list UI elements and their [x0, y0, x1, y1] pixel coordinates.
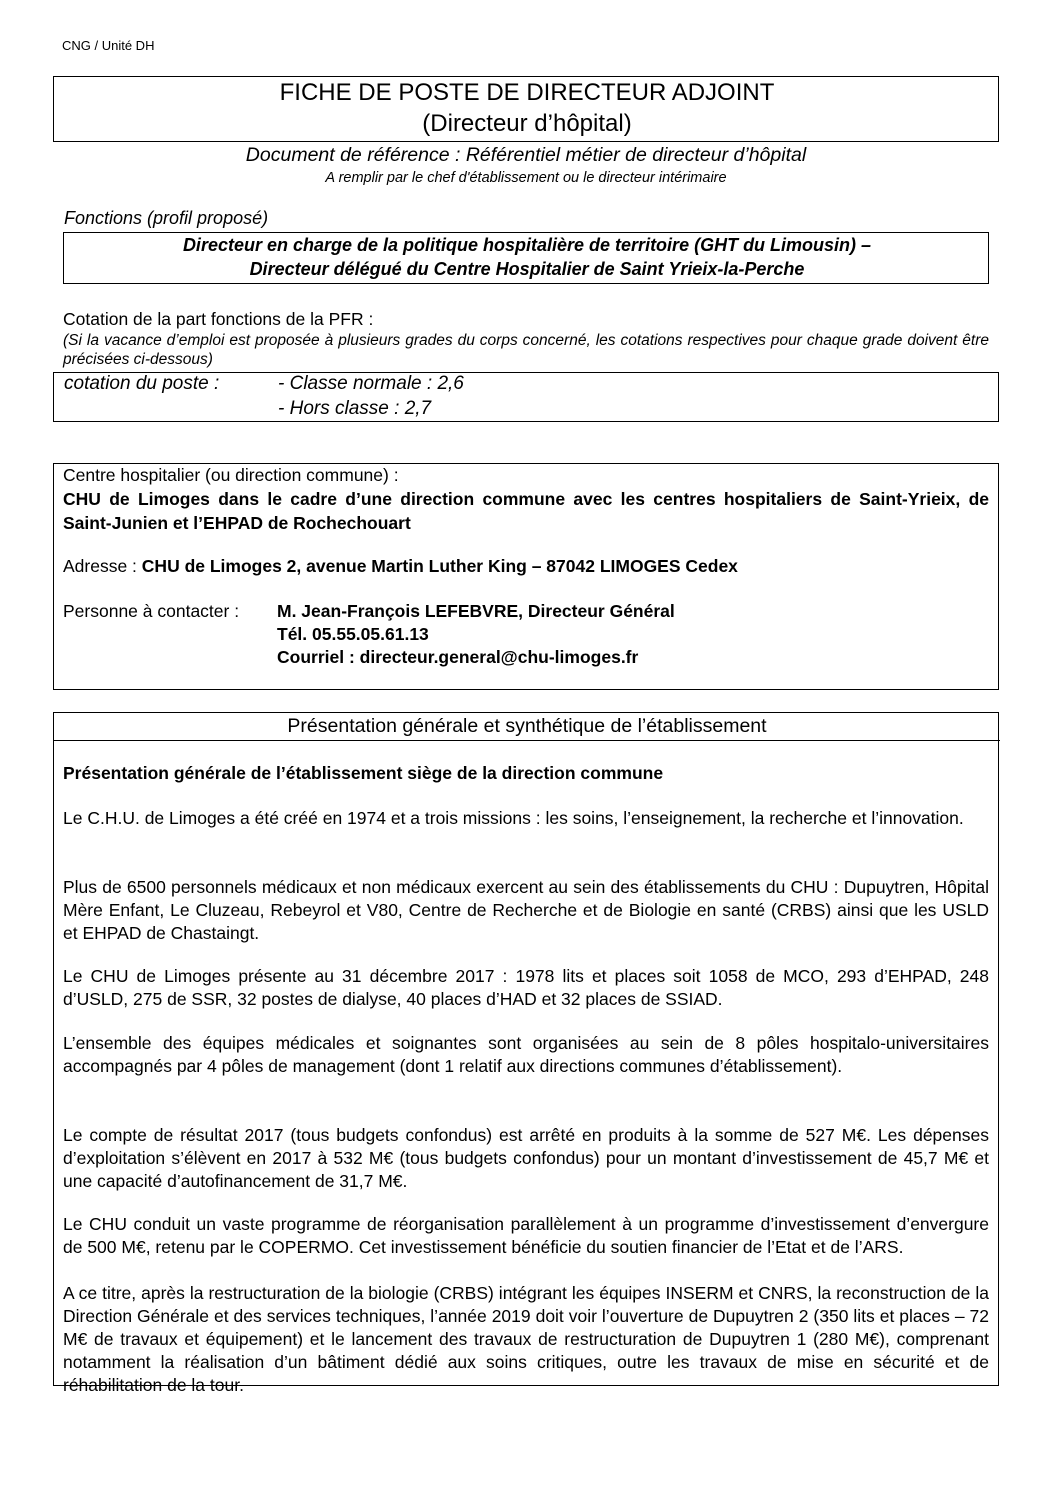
cotation-box	[53, 372, 999, 422]
fonctions-label: Fonctions (profil proposé)	[64, 208, 269, 228]
presentation-subtitle: Présentation générale de l’établissement siège de la direction commune	[63, 763, 664, 783]
document-header-label: CNG / Unité DH	[62, 38, 155, 53]
fonctions-line-2: Directeur délégué du Centre Hospitalier de Saint Yrieix-la-Perche	[249, 259, 805, 279]
presentation-paragraph: A ce titre, après la restructuration de la biologie (CRBS) intégrant les équipes INSERM et CNRS, la reconstruction de la Direction Générale et des services techniques, l’année 2019 doit voir l’ouverture de Dupuytren 2 (350 lits et places – 72 M€ de travaux et équipement) et le lancement des travaux de restructuration de Dupuytren 1 (280 M€), comprenant notamment la réalisation d’un bâtiment dédié aux soins critiques, outre les travaux de mise en sécurité et de réhabilitation de la tour.	[63, 1283, 989, 1395]
contact-phone: Tél. 05.55.05.61.13	[277, 624, 429, 644]
cotation-hors-classe: - Hors classe : 2,7	[278, 398, 432, 419]
presentation-paragraph: Le compte de résultat 2017 (tous budgets confondus) est arrêté en produits à la somme de 527 M€. Les dépenses d’exploitation s’élèvent en 2017 à 532 M€ (tous budgets confondus) pour un montant d’investissement de 45,7 M€ et une capacité d’autofinancement de 31,7 M€.	[63, 1125, 989, 1191]
fonctions-line-1: Directeur en charge de la politique hospitalière de territoire (GHT du Limousin) –	[182, 235, 872, 255]
cotation-note: (Si la vacance d’emploi est proposée à plusieurs grades du corps concerné, les cotations respectives pour chaque grade doivent être précisées ci-dessous)	[63, 332, 989, 368]
contact-email: Courriel : directeur.general@chu-limoges.fr	[277, 647, 639, 667]
title-box	[53, 76, 999, 142]
contact-name: M. Jean-François LEFEBVRE, Directeur Général	[277, 601, 675, 621]
cotation-classe-normale: - Classe normale : 2,6	[278, 373, 464, 394]
contact-label: Personne à contacter :	[63, 601, 240, 621]
centre-box	[53, 463, 999, 690]
presentation-paragraph: Le CHU de Limoges présente au 31 décembre 2017 : 1978 lits et places soit 1058 de MCO, 293 d’EHPAD, 248 d’USLD, 275 de SSR, 32 postes de dialyse, 40 places d’HAD et 32 places de SSIAD.	[63, 966, 989, 1009]
presentation-paragraph: Le CHU conduit un vaste programme de réorganisation parallèlement à un programme d’investissement d’envergure de 500 M€, retenu par le COPERMO. Cet investissement bénéficie du soutien financier de l’Etat et de l’ARS.	[63, 1214, 989, 1257]
cotation-title: cotation du poste :	[64, 373, 220, 394]
presentation-header: Présentation générale et synthétique de l’établissement	[54, 713, 1000, 741]
reference-note: A remplir par le chef d'établissement ou le directeur intérimaire	[325, 170, 727, 186]
centre-name: CHU de Limoges dans le cadre d’une direction commune avec les centres hospitaliers de Saint-Yrieix, de Saint-Junien et l’EHPAD de Rochechouart	[63, 489, 989, 533]
presentation-box	[53, 712, 999, 1395]
adresse-line	[63, 556, 738, 577]
adresse-label: Adresse :	[63, 556, 142, 576]
cotation-label: Cotation de la part fonctions de la PFR :	[63, 309, 374, 329]
page-title: FICHE DE POSTE DE DIRECTEUR ADJOINT	[279, 79, 775, 106]
centre-label: Centre hospitalier (ou direction commune) :	[63, 465, 399, 485]
presentation-paragraph: Plus de 6500 personnels médicaux et non médicaux exercent au sein des établissements du CHU : Dupuytren, Hôpital Mère Enfant, Le Cluzeau, Rebeyrol et V80, Centre de Recherche et de Biologie en santé (CRBS) ainsi que les USLD et EHPAD de Chastaingt.	[63, 877, 989, 943]
adresse-value: CHU de Limoges 2, avenue Martin Luther King – 87042 LIMOGES Cedex	[141, 556, 738, 576]
reference-document: Document de référence : Référentiel métier de directeur d’hôpital	[245, 144, 807, 166]
fonctions-box	[63, 232, 989, 284]
page-subtitle: (Directeur d’hôpital)	[422, 110, 632, 137]
presentation-paragraph: L’ensemble des équipes médicales et soignantes sont organisées au sein de 8 pôles hospitalo-universitaires accompagnés par 4 pôles de management (dont 1 relatif aux directions communes d’établissement).	[63, 1033, 989, 1076]
presentation-paragraph: Le C.H.U. de Limoges a été créé en 1974 et a trois missions : les soins, l’enseignement, la recherche et l’innovation.	[63, 808, 964, 828]
